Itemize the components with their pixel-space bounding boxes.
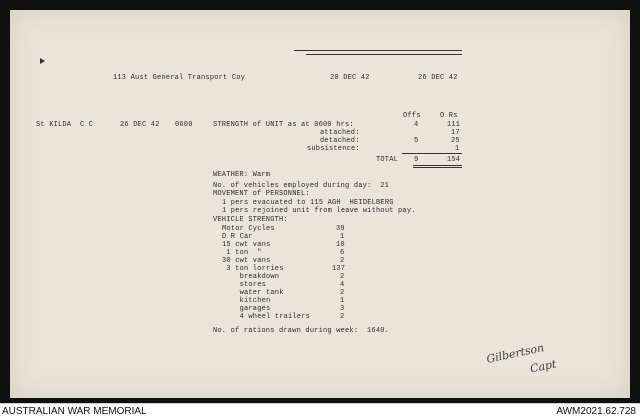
footer-institution: AUSTRALIAN WAR MEMORIAL [2, 406, 147, 417]
total-offs: 9 [414, 156, 419, 164]
strength-label: STRENGTH of UNIT as at 0600 hrs: [213, 121, 354, 129]
entry-place: St KILDA [36, 121, 72, 129]
vehicle-name: breakdown [222, 273, 280, 281]
vehicle-qty: 4 [340, 281, 345, 289]
total-double-rule-1 [413, 165, 462, 166]
col-ors-header: O Rs [440, 112, 458, 120]
vehicle-qty: 3 [340, 305, 345, 313]
vehicle-qty: 137 [332, 265, 346, 273]
strength-label-1: attached: [320, 129, 360, 137]
entry-date: 26 DEC 42 [120, 121, 160, 129]
vehicle-name: Motor Cycles [222, 225, 275, 233]
entry-code: C C [80, 121, 94, 129]
vehicle-name: garages [222, 305, 271, 313]
vehicle-qty: 2 [340, 257, 345, 265]
vehicle-heading: VEHICLE STRENGTH: [213, 216, 288, 224]
vehicle-name: 4 wheel trailers [222, 313, 311, 321]
rations-drawn: No. of rations drawn during week: 1640. [213, 327, 390, 335]
movement-heading: MOVEMENT of PERSONNEL: [213, 190, 310, 198]
total-double-rule-2 [413, 167, 462, 168]
signature-name: Gilbertson [485, 341, 546, 366]
strength-ors-2: 25 [451, 137, 460, 145]
vehicle-name: 3 ton lorries [222, 265, 284, 273]
movement-line-2: 1 pers rejoined unit from leave without pay. [222, 207, 416, 215]
vehicle-qty: 1 [340, 297, 345, 305]
vehicle-name: 15 cwt vans [222, 241, 271, 249]
strength-label-2: detached: [320, 137, 360, 145]
vehicle-qty: 39 [336, 225, 345, 233]
vehicle-name: 30 cwt vans [222, 257, 271, 265]
vehicle-qty: 2 [340, 289, 345, 297]
strength-offs-2: 5 [414, 137, 419, 145]
vehicle-name: 1 ton " [222, 249, 262, 257]
strength-ors-3: 1 [455, 145, 460, 153]
header-rule-bottom [306, 54, 462, 55]
entry-time: 0600 [175, 121, 193, 129]
vehicle-name: kitchen [222, 297, 271, 305]
strength-ors-0: 111 [447, 121, 461, 129]
vehicle-qty: 6 [340, 249, 345, 257]
date-to: 26 DEC 42 [418, 74, 458, 82]
vehicle-name: water tank [222, 289, 284, 297]
total-ors: 154 [447, 156, 461, 164]
total-label: TOTAL [376, 156, 399, 164]
strength-offs-0: 4 [414, 121, 419, 129]
strength-ors-1: 17 [451, 129, 460, 137]
strength-label-3: subsistence: [307, 145, 360, 153]
total-rule [402, 153, 462, 154]
vehicle-name: stores [222, 281, 267, 289]
footer-accession-number: AWM2021.62.728 [556, 406, 636, 417]
footer-bar [0, 403, 640, 419]
document-page [10, 10, 630, 398]
movement-line-1: 1 pers evacuated to 115 AGH HEIDELBERG [222, 199, 394, 207]
margin-mark [40, 58, 45, 64]
vehicle-qty: 10 [336, 241, 345, 249]
unit-name: 113 Aust General Transport Coy [113, 74, 246, 82]
header-rule-top [294, 50, 462, 51]
col-offs-header: Offs [403, 112, 421, 120]
date-from: 20 DEC 42 [330, 74, 370, 82]
vehicles-employed: No. of vehicles employed during day: 21 [213, 182, 390, 190]
vehicle-qty: 2 [340, 273, 345, 281]
weather: WEATHER: Warm [213, 171, 271, 179]
signature-rank: Capt [528, 357, 558, 376]
vehicle-name: D R Car [222, 233, 253, 241]
vehicle-qty: 1 [340, 233, 345, 241]
vehicle-qty: 2 [340, 313, 345, 321]
